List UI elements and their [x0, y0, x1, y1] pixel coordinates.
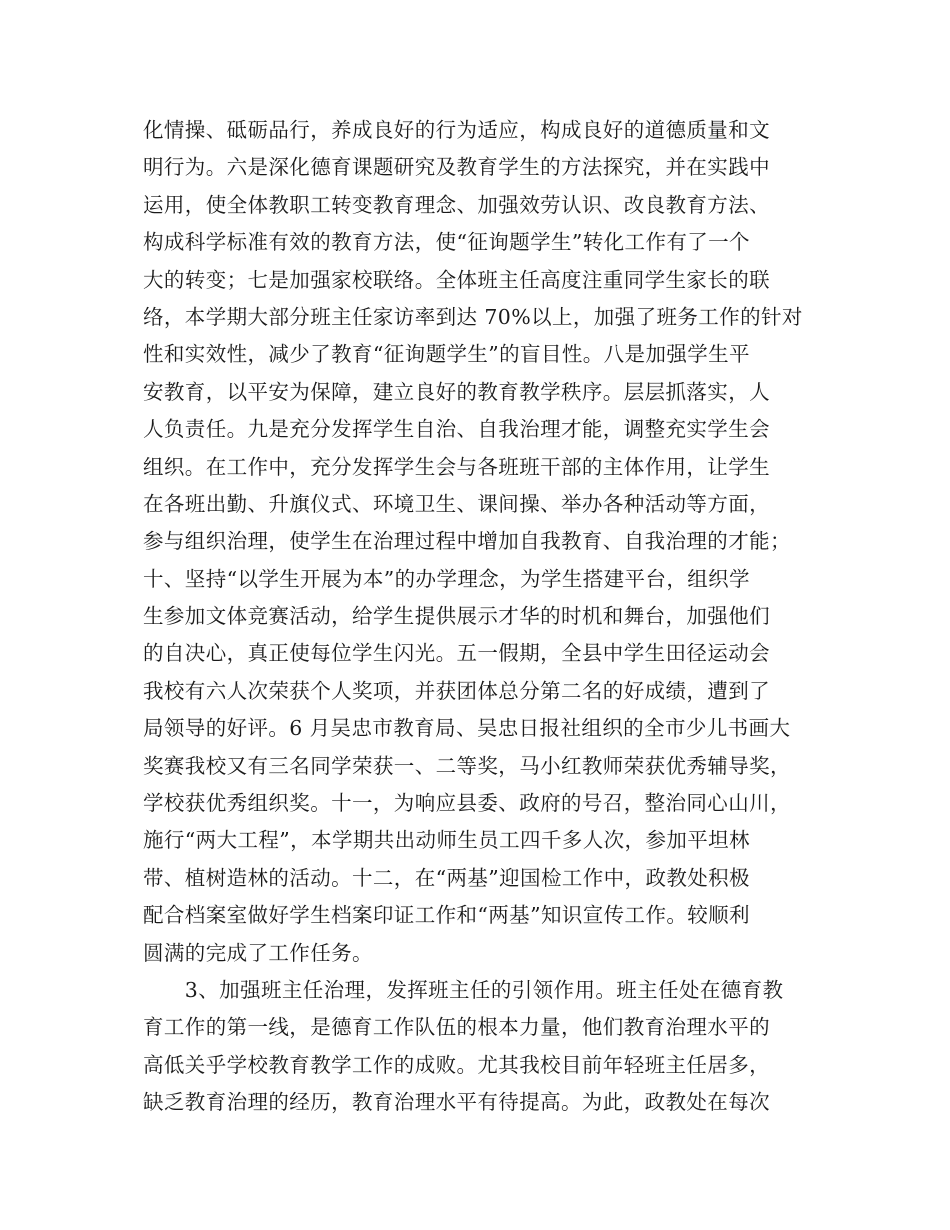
text-line: 生参加文体竞赛活动，给学生提供展示才华的时机和舞台，加强他们	[143, 604, 770, 629]
body-text	[143, 112, 813, 1122]
text-line: 人负责任。九是充分发挥学生自治、自我治理才能，调整充实学生会	[143, 417, 770, 442]
text-line: 安教育，以平安为保障，建立良好的教育教学秩序。层层抓落实，人	[143, 379, 770, 404]
text-line: 化情操、砥砺品行，养成良好的行为适应，构成良好的道德质量和文	[143, 118, 770, 142]
text-line: 组织。在工作中，充分发挥学生会与各班班干部的主体作用，让学生	[143, 454, 770, 479]
text-line: 奖赛我校又有三名同学荣获一、二等奖，马小红教师荣获优秀辅导奖，	[143, 753, 791, 778]
text-line: 在各班出勤、升旗仪式、环境卫生、课间操、举办各种活动等方面，	[143, 491, 770, 516]
text-line: 圆满的完成了工作任务。	[143, 940, 373, 965]
text-line: 十、坚持“以学生开展为本”的办学理念，为学生搭建平台，组织学	[143, 566, 750, 591]
text-line: 构成科学标准有效的教育方法，使“征询题学生”转化工作有了一个	[143, 230, 750, 255]
text-line: 性和实效性，减少了教育“征询题学生”的盲目性。八是加强学生平	[143, 342, 750, 367]
text-line: 的自决心，真正使每位学生闪光。五一假期，全县中学生田径运动会	[143, 641, 770, 666]
text-line: 施行“两大工程”，本学期共出动师生员工四千多人次，参加平坦林	[143, 828, 750, 853]
text-line: 运用，使全体教职工转变教育理念、加强效劳认识、改良教育方法、	[143, 192, 770, 217]
text-line: 大的转变；七是加强家校联络。全体班主任高度注重同学生家长的联	[143, 267, 770, 292]
text-line: 我校有六人次荣获个人奖项，并获团体总分第二名的好成绩，遭到了	[143, 678, 770, 703]
text-line: 学校获优秀组织奖。十一，为响应县委、政府的号召，整治同心山川，	[143, 791, 791, 816]
text-line: 带、植树造林的活动。十二，在“两基”迎国检工作中，政教处积极	[143, 865, 750, 890]
paragraph-start-line: 3、加强班主任治理，发挥班主任的引领作用。班主任处在德育教	[143, 977, 784, 1002]
text-line: 明行为。六是深化德育课题研究及教育学生的方法探究，并在实践中	[143, 155, 770, 180]
text-line: 参与组织治理，使学生在治理过程中增加自我教育、自我治理的才能；	[143, 529, 791, 554]
text-line: 络，本学期大部分班主任家访率到达 70%以上，加强了班务工作的针对	[143, 304, 803, 329]
text-line: 局领导的好评。6 月吴忠市教育局、吴忠日报社组织的全市少儿书画大	[143, 716, 791, 741]
text-line: 配合档案室做好学生档案印证工作和“两基”知识宣传工作。较顺利	[143, 903, 750, 928]
text-line: 缺乏教育治理的经历，教育治理水平有待提高。为此，政教处在每次	[143, 1090, 770, 1115]
text-line: 育工作的第一线，是德育工作队伍的根本力量，他们教育治理水平的	[143, 1015, 770, 1040]
text-line: 高低关乎学校教育教学工作的成败。尤其我校目前年轻班主任居多，	[143, 1052, 770, 1077]
